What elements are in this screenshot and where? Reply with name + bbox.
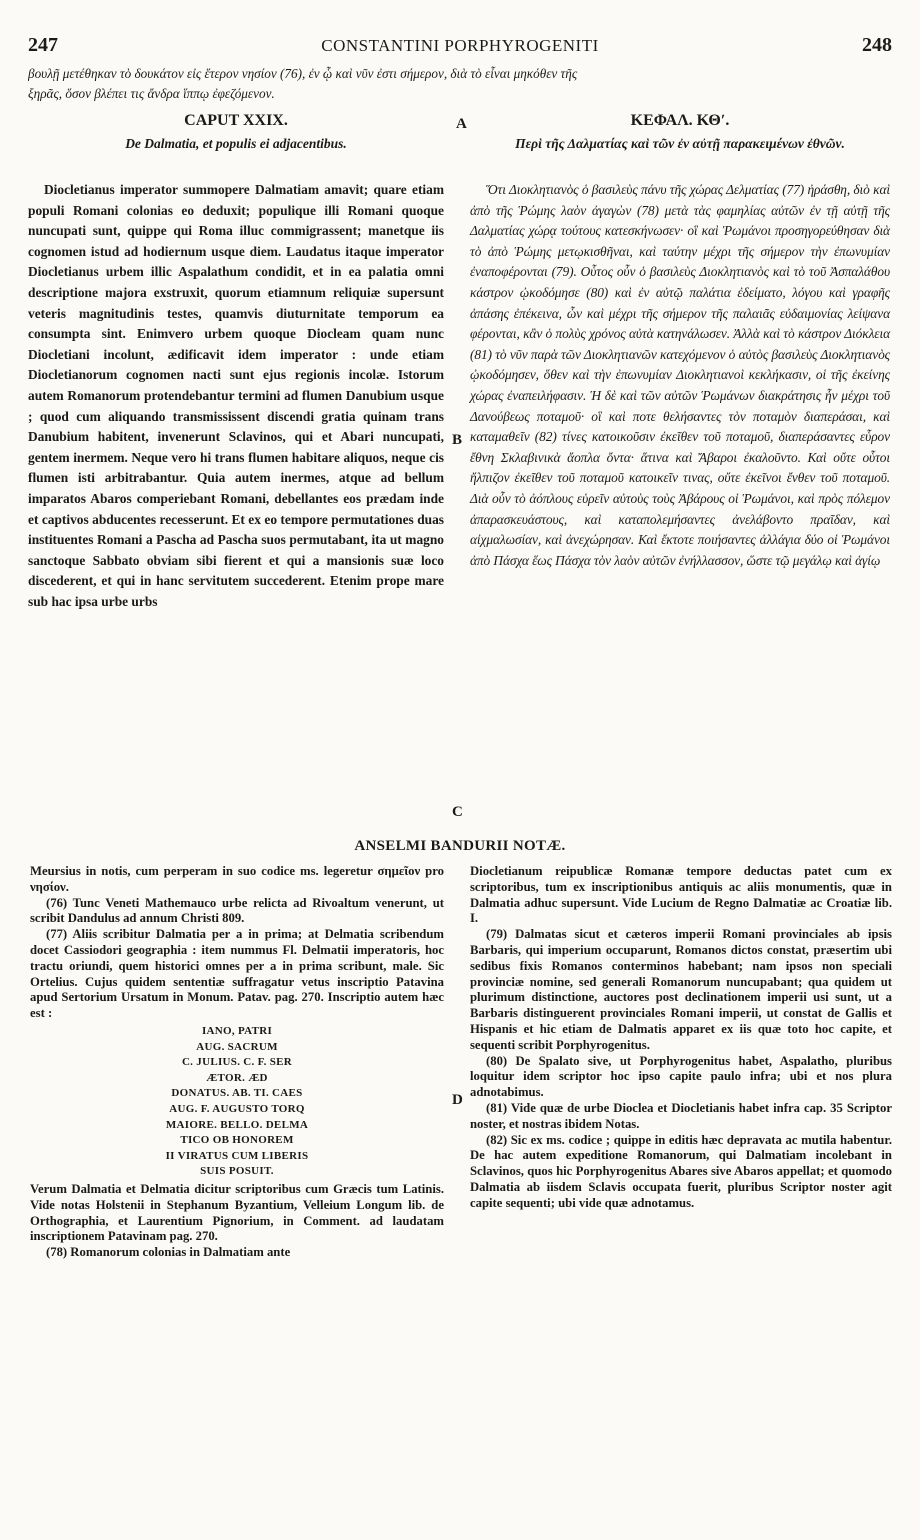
greek-continuation: [28, 64, 896, 104]
running-title: CONSTANTINI PORPHYROGENITI: [321, 36, 599, 55]
notes-right-column: [470, 864, 892, 1212]
margin-marker-c: C: [452, 804, 463, 820]
margin-marker-d: D: [452, 1092, 463, 1108]
greek-continuation-line: βουλῇ μετέθηκαν τὸ δουκάτον εἰς ἕτερον νησίον (76), ἐν ᾧ καὶ νῦν ἐστι σήμερον, διὰ τὸ εἶναι μηκόθεν τῆς: [28, 66, 578, 81]
note-paragraph: (81) Vide quæ de urbe Dioclea et Diocletianis habet infra cap. 35 Scriptor noster, et nostras ibidem Notas.: [470, 1100, 892, 1131]
note-paragraph: (82) Sic ex ms. codice ; quippe in editis hæc depravata ac mutila habentur. De hac autem expeditione Romanorum, qui Dalmatiam incolebant in Sclavinos, quos hic Porphyrogenitus Abares sive Abaros appellat; et quomodo Dalmatia ab iisdem Sclavis occupata fuerit, pluribus Scriptor noster agit capite sequenti; ubi vide quæ adnotamus.: [470, 1132, 892, 1210]
inscription-line: II VIRATUS CUM LIBERIS: [165, 1149, 309, 1162]
greek-chapter-subtitle: Περὶ τῆς Δαλματίας καὶ τῶν ἐν αὐτῇ παρακειμένων ἐθνῶν.: [515, 136, 845, 151]
inscription-block: [30, 1024, 444, 1180]
note-paragraph: (79) Dalmatas sicut et cæteros imperii Romani provinciales ab ipsis Barbaris, qui imperium occuparunt, Romanos dictos constat, præsertim ubi sedibus fixis Romanos conterminos habebant; nam ipsos non speciali provinciæ nomine, sed generali Romanorum nuncupabant; qua quidem ut plurimum distinctione, auctores post declinationem imperii usi sunt, ut a Barbaris distinguerent provinciales Romani imperii, ut constat de Gallis et Hispanis et hic etiam de Dalmatis apparet ex iis quæ toto hoc capite, et sequenti scribit Porphyrogenitus.: [470, 927, 892, 1052]
latin-chapter-subtitle: De Dalmatia, et populis ei adjacentibus.: [125, 136, 347, 151]
note-paragraph: (77) Aliis scribitur Dalmatia per a in prima; at Delmatia scribendum docet Cassiodori geographia : item nummus Fl. Delmatii imperatoris, hoc tractu oriundi, quem historici omnes per a in prima scribunt, male. Sic Ortelius. Cujus quidem sententiæ suffragatur vetus inscriptio Patavina apud Sertorium Ursatum in Monum. Patav. pag. 270. Inscriptio autem hæc est :: [30, 927, 444, 1021]
note-paragraph: Meursius in notis, cum perperam in suo codice ms. legeretur σημεῖον pro νησίον.: [30, 864, 444, 894]
inscription-line: MAIORE. BELLO. DELMA: [165, 1118, 309, 1131]
note-paragraph: (78) Romanorum colonias in Dalmatiam ante: [46, 1245, 291, 1260]
greek-chapter-heading: ΚΕΦΑΛ. ΚΘʹ.: [630, 112, 730, 129]
note-paragraph: Verum Dalmatia et Delmatia dicitur scriptoribus cum Græcis tum Latinis. Vide notas Holstenii in Stephanum Byzantium, Velleium Longum lib. de Orthographia, et Laurentium Pignorium, in Comment. ad laudatam inscriptionem Patavinam pag. 270.: [30, 1181, 444, 1244]
latin-column: [28, 180, 444, 612]
notes-title: ANSELMI BANDURII NOTÆ.: [354, 838, 566, 854]
page-number-right: 248: [862, 34, 892, 56]
inscription-line: C. JULIUS. C. F. SER: [181, 1056, 293, 1069]
inscription-line: AUG. SACRUM: [196, 1040, 278, 1053]
margin-marker-a: A: [456, 116, 467, 132]
note-paragraph: (80) De Spalato sive, ut Porphyrogenitus habet, Aspalatho, pluribus loquitur idem scriptor hoc ipso capite paulo infra; ubi et nos plura adnotabimus.: [470, 1053, 892, 1100]
greek-body-text: Ὅτι Διοκλητιανὸς ὁ βασιλεὺς πάνυ τῆς χώρας Δελματίας (77) ἠράσθη, διὸ καὶ ἀπὸ τῆς Ῥώμης λαὸν ἀγαγὼν (78) μετὰ τὰς φαμηλίας αὐτῶν ἐν τῇ αὐτῇ τῆς Δαλματίας χώρᾳ τούτους κατεσκήνωσεν· οἳ καὶ Ῥωμάνοι προσηγορεύθησαν διὰ τὸ ἀπὸ Ῥώμης μετῳκισθῆναι, καὶ ταύτην μέχρι τῆς σήμερον τὴν ἐπωνυμίαν ἐναποφέρονται (79). Οὗτος οὖν ὁ βασιλεὺς Διοκλητιανὸς καὶ τὸ τοῦ Ἀσπαλάθου κάστρον ᾠκοδόμησε (80) καὶ ἐν αὐτῷ παλάτια ἐδείματο, λόγου καὶ γραφῆς ἁπάσης ἐπέκεινα, ὧν καὶ μέχρι τῆς σήμερον τῆς παλαιᾶς εὐδαιμονίας λείψανα φέρονται, κἂν ὁ πολὺς χρόνος αὐτὰ κατηνάλωσεν. Ἀλλὰ καὶ τὸ κάστρον Διόκλεια (81) τὸ νῦν παρὰ τῶν Διοκλητιανῶν κατεχόμενον ὁ αὐτὸς βασιλεὺς Διοκλητιανὸς ᾠκοδόμησεν, ὅθεν καὶ τὴν ἐπωνυμίαν Διοκλητιανοὶ κεκλήκασιν, οἱ τῆς ἐκείνης χώρας ἐναπειλήφασιν. Ἡ δὲ καὶ τῶν αὐτῶν Ῥωμάνων διακράτησις ἦν μέχρι τοῦ Δανούβεως ποταμοῦ· οἳ καὶ ποτε θελήσαντες τὸν ποταμὸν διαπεράσαι, καὶ καταμαθεῖν (82) τίνες κατοικοῦσιν ἐκεῖθεν τοῦ ποταμοῦ, διαπεράσαντες εὗρον ἔθνη Σκλαβινικὰ ἄοπλα ὄντα· ἅτινα καὶ Ἄβαροι ἐκαλοῦντο. Καὶ οὔτε οὗτοι ἤλπιζον ἐκεῖθεν τοῦ ποταμοῦ κατοικεῖν τινας, οὔτε ἐκεῖνοι ἔνθεν τοῦ ποταμοῦ. Διὰ οὖν τὸ ἀόπλους εὑρεῖν αὐτοὺς τοὺς Ἀβάρους οἱ Ῥωμάνοι, καὶ πρὸς πόλεμον ἀπαρασκευάστους, καὶ καταπολεμήσαντες ἀνελάβοντο πραῖδαν, καὶ αἰχμαλωσίαν, καὶ ἀνεχώρησαν. Καὶ ἔκτοτε ποιήσαντες ἀλλάγια δύο οἱ Ῥωμάνοι ἀπὸ Πάσχα ἕως Πάσχα τὸν λαὸν αὐτῶν ἐνήλλασσον, ὥστε τῷ μεγάλῳ καὶ ἁγίῳ: [470, 182, 890, 568]
inscription-line: IANO, PATRI: [201, 1024, 273, 1037]
note-paragraph: Diocletianum reipublicæ Romanæ tempore deductas patet cum ex scriptoribus, tum ex inscriptionibus antiquis ac aliis monumentis, quæ in Dalmatia adhuc supersunt. Vide Lucium de Regno Dalmatiæ ac Croatiæ lib. I.: [470, 864, 892, 926]
latin-chapter-heading: CAPUT XXIX.: [184, 112, 288, 129]
greek-column: [470, 180, 890, 571]
inscription-line: TICO OB HONOREM: [180, 1134, 294, 1147]
inscription-line: SUIS POSUIT.: [200, 1165, 274, 1178]
inscription-line: DONATUS. AB. TI. CAES: [171, 1087, 303, 1100]
latin-body-text: Diocletianus imperator summopere Dalmatiam amavit; quare etiam populi Romani colonias eo deduxit; populique illi Romani quoque nuncupati sunt, quippe qui Roma illuc commigrassent; manetque iis cognomen istud ad hodiernum usque diem. Laudatus itaque imperator Diocletianus urbem illic Aspalathum condidit, et in ea palatia omni descriptione majora exstruxit, quorum etiamnum reliquiæ supersunt veteris magnitudinis testes, quamvis diuturnitate temporum ea consumpta sint. Enimvero urbem quoque Diocleam quam nunc Diocletiani incolunt, ædificavit idem imperator : unde etiam Diocletianorum cognomen nacti sunt ejus regionis incolæ. Istorum autem Romanorum protendebantur termini ad flumen Danubium usque ; quod cum aliquando transmississent discendi gratia quinam trans Danubium habitent, invenerunt Sclavinos, qui et Abari nuncupati, gentem inermem. Neque vero hi trans flumen habitare aliquos, neque cis flumen isti arbitrabantur. Quia autem inermes, atque ad bellum imparatos Abaros comperiebant Romani, debellantes eos prædam inde et captivos abducentes recesserunt. Et ex eo tempore permutationes duas instituentes Romani a Pascha ad Pascha suos permutabant, ita ut magno sanctoque Sabbato obviam sibi fierent et qui a mansionis suæ loco discederent, et qui in hanc servitutem succederent. Etenim prope mare sub hac ipsa urbe urbs: [28, 182, 444, 609]
notes-left-column: [30, 864, 444, 1261]
page-header: [28, 34, 892, 58]
inscription-line: AUG. F. AUGUSTO TORQ: [169, 1102, 305, 1115]
page-number-left: 247: [28, 34, 58, 56]
greek-continuation-line: ξηρᾶς, ὅσον βλέπει τις ἄνδρα ἵππῳ ἐφεζόμενον.: [28, 86, 275, 101]
inscription-line: ÆTOR. ÆD: [206, 1071, 268, 1084]
margin-marker-b: B: [452, 432, 463, 448]
note-paragraph: (76) Tunc Veneti Mathemauco urbe relicta ad Rivoaltum venerunt, ut scribit Dandulus ad annum Christi 809.: [30, 895, 444, 926]
